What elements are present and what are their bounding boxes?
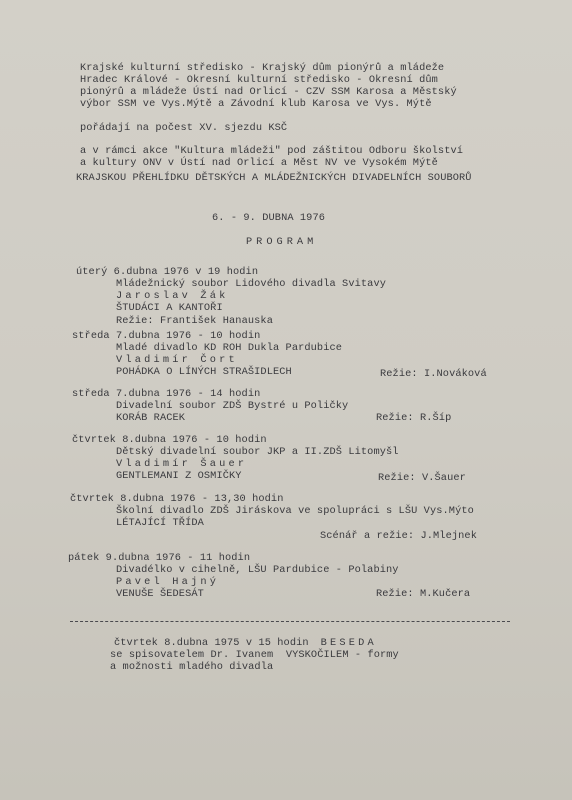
dashed-divider: [70, 621, 510, 622]
entry-ensemble: Školní divadlo ZDŠ Jiráskova ve spolupráci s LŠU Vys.Mýto: [116, 505, 474, 517]
entry-when: úterý 6.dubna 1976 v 19 hodin: [76, 266, 259, 278]
footer-date: čtvrtek 8.dubna 1975 v 15 hodin: [114, 637, 309, 649]
entry-ensemble: Divadélko v cihelně, LŠU Pardubice - Polabiny: [116, 564, 399, 576]
organizers-line-2: Hradec Králové - Okresní kulturní středisko - Okresní dům: [80, 74, 438, 86]
entry-play: VENUŠE ŠEDESÁT: [116, 588, 204, 600]
occasion: pořádají na počest XV. sjezdu KSČ: [80, 122, 288, 134]
entry-ensemble: Mladé divadlo KD ROH Dukla Pardubice: [116, 342, 343, 354]
organizers-line-1: Krajské kulturní středisko - Krajský dům pionýrů a mládeže: [80, 62, 445, 74]
entry-play: LÉTAJÍCÍ TŘÍDA: [116, 517, 204, 529]
entry-director: Scénář a režie: J.Mlejnek: [320, 530, 477, 542]
entry-when: pátek 9.dubna 1976 - 11 hodin: [68, 552, 251, 564]
footer-line-3: a možnosti mladého divadla: [110, 661, 274, 673]
entry-director: Režie: R.Šíp: [376, 412, 452, 424]
entry-play: ŠTUDÁCI A KANTOŘI: [116, 302, 223, 314]
organizers-line-4: výbor SSM ve Vys.Mýtě a Závodní klub Karosa ve Vys. Mýtě: [80, 98, 432, 110]
entry-play: KORÁB RACEK: [116, 412, 186, 424]
entry-play: GENTLEMANI Z OSMIČKY: [116, 470, 242, 482]
footer-beseda: BESEDA: [320, 637, 377, 649]
entry-author: Jaroslav Žák: [116, 290, 229, 302]
organizers-line-3: pionýrů a mládeže Ústí nad Orlicí - CZV SSM Karosa a Městský: [80, 86, 457, 98]
auspices-line-1: a v rámci akce "Kultura mládeži" pod záštitou Odboru školství: [80, 145, 464, 157]
footer-line-2: se spisovatelem Dr. Ivanem VYSKOČILEM - formy: [110, 649, 399, 661]
auspices-line-2: a kultury ONV v Ústí nad Orlicí a Měst NV ve Vysokém Mýtě: [80, 157, 438, 169]
entry-when: středa 7.dubna 1976 - 10 hodin: [72, 330, 261, 342]
entry-when: čtvrtek 8.dubna 1976 - 10 hodin: [72, 434, 267, 446]
entry-author: Pavel Hajný: [116, 576, 220, 588]
event-dates: 6. - 9. DUBNA 1976: [212, 212, 326, 224]
entry-when: středa 7.dubna 1976 - 14 hodin: [72, 388, 261, 400]
program-heading: PROGRAM: [246, 236, 318, 248]
entry-ensemble: Dětský divadelní soubor JKP a II.ZDŠ Litomyšl: [116, 446, 399, 458]
footer-line-1: [114, 637, 377, 649]
entry-director: Režie: M.Kučera: [376, 588, 471, 600]
entry-author: Vladimír Čort: [116, 354, 238, 366]
entry-ensemble: Mládežnický soubor Lidového divadla Svitavy: [116, 278, 387, 290]
entry-director: Režie: V.Šauer: [378, 472, 466, 484]
entry-director: Režie: I.Nováková: [380, 368, 487, 380]
entry-play: POHÁDKA O LÍNÝCH STRAŠIDLECH: [116, 366, 292, 378]
entry-when: čtvrtek 8.dubna 1976 - 13,30 hodin: [70, 493, 284, 505]
entry-director: Režie: František Hanauska: [116, 315, 273, 327]
entry-author: Vladimír Šauer: [116, 458, 248, 470]
event-title: KRAJSKOU PŘEHLÍDKU DĚTSKÝCH A MLÁDEŽNICKÝCH DIVADELNÍCH SOUBORŮ: [76, 172, 472, 184]
entry-ensemble: Divadelní soubor ZDŠ Bystré u Poličky: [116, 400, 349, 412]
